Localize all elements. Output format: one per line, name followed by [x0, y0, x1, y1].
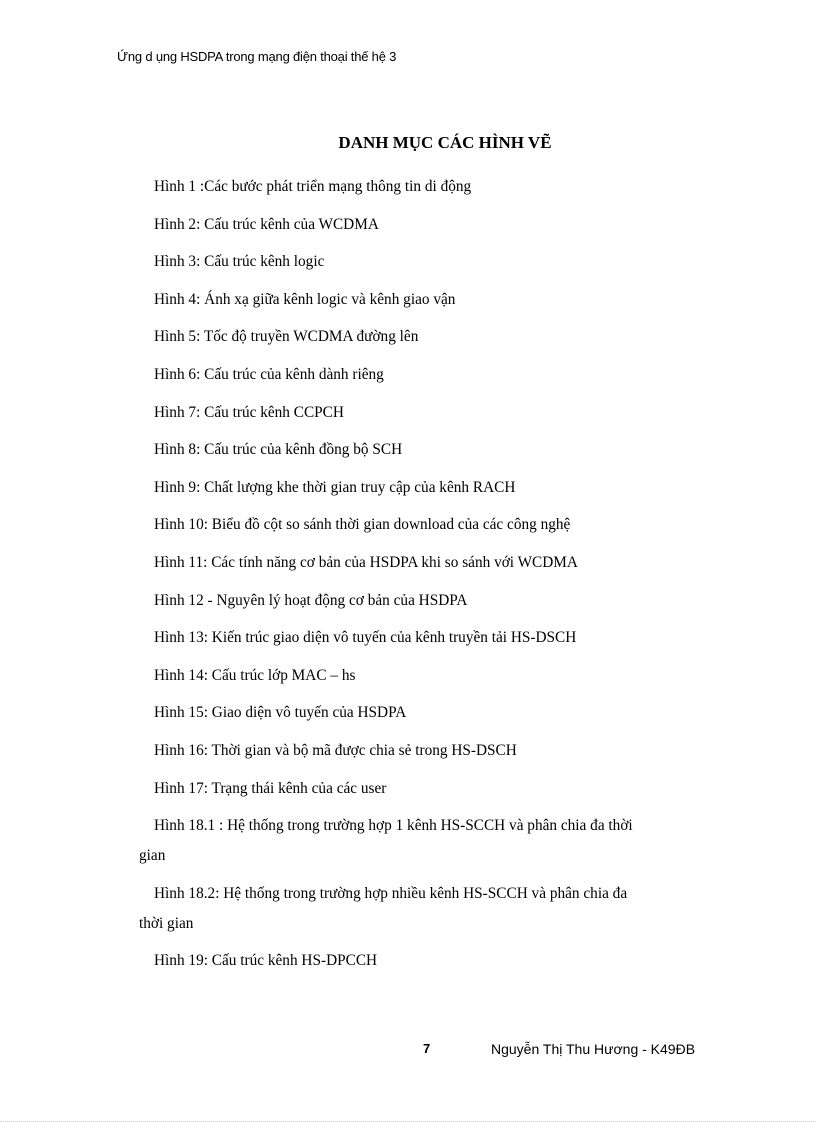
list-item: [154, 510, 714, 540]
page-bottom-divider: [0, 1121, 816, 1122]
figure-caption: Hình 4: Ánh xạ giữa kênh logic và kênh giao vận: [154, 290, 456, 308]
list-item: [154, 623, 714, 653]
list-item: [154, 736, 714, 766]
list-item: [154, 548, 714, 578]
list-item: [154, 661, 714, 691]
list-item: [154, 435, 714, 465]
list-item: [154, 210, 714, 240]
figure-caption: Hình 14: Cấu trúc lớp MAC – hs: [154, 666, 356, 684]
list-item: [154, 774, 714, 804]
figure-caption: Hình 11: Các tính năng cơ bản của HSDPA khi so sánh với WCDMA: [154, 553, 578, 571]
figure-caption: Hình 17: Trạng thái kênh của các user: [154, 779, 387, 797]
figure-caption-continuation: thời gian: [139, 914, 194, 932]
author-name: Nguyễn Thị Thu Hương - K49ĐB: [491, 1041, 696, 1057]
list-item: [154, 946, 714, 976]
figure-caption: Hình 16: Thời gian và bộ mã được chia sẻ trong HS-DSCH: [154, 741, 517, 759]
list-item: [139, 811, 714, 871]
figure-caption: Hình 18.1 : Hệ thống trong trường hợp 1 kênh HS-SCCH và phân chia đa thời: [154, 817, 633, 835]
list-item: [154, 398, 714, 428]
figure-caption: Hình 18.2: Hệ thống trong trường hợp nhiều kênh HS-SCCH và phân chia đa: [154, 884, 628, 902]
list-item: [154, 285, 714, 315]
list-item: [154, 473, 714, 503]
page-title: DANH MỤC CÁC HÌNH VẼ: [338, 133, 552, 152]
figure-caption: Hình 7: Cấu trúc kênh CCPCH: [154, 403, 344, 421]
figure-caption: Hình 13: Kiến trúc giao diện vô tuyến của kênh truyền tải HS-DSCH: [154, 629, 577, 647]
figure-caption: Hình 5: Tốc độ truyền WCDMA đường lên: [154, 328, 419, 346]
list-item: [154, 172, 714, 202]
page-number: 7: [423, 1041, 431, 1056]
list-item: [154, 698, 714, 728]
list-item: [154, 247, 714, 277]
list-item: [154, 360, 714, 390]
running-header: Ứng d ụng HSDPA trong mạng điện thoại thế hệ 3: [117, 49, 397, 64]
figure-caption: Hình 9: Chất lượng khe thời gian truy cập của kênh RACH: [154, 478, 516, 496]
list-item: [154, 586, 714, 616]
list-item: [139, 879, 714, 939]
figure-caption-continuation: gian: [139, 847, 166, 865]
figure-caption: Hình 1 :Các bước phát triển mạng thông tin di động: [154, 178, 472, 195]
figure-caption: Hình 19: Cấu trúc kênh HS-DPCCH: [154, 952, 378, 970]
figure-caption: Hình 2: Cấu trúc kênh của WCDMA: [154, 215, 379, 233]
list-item: [154, 322, 714, 352]
figure-caption: Hình 3: Cấu trúc kênh logic: [154, 253, 325, 271]
figure-caption: Hình 8: Cấu trúc của kênh đồng bộ SCH: [154, 441, 403, 459]
figure-caption: Hình 6: Cấu trúc của kênh dành riêng: [154, 365, 384, 383]
figure-caption: Hình 10: Biểu đồ cột so sánh thời gian download của các công nghệ: [154, 516, 571, 534]
figure-list: [139, 172, 714, 984]
figure-caption: Hình 15: Giao diện vô tuyến của HSDPA: [154, 704, 407, 722]
figure-caption: Hình 12 - Nguyên lý hoạt động cơ bản của HSDPA: [154, 591, 468, 609]
